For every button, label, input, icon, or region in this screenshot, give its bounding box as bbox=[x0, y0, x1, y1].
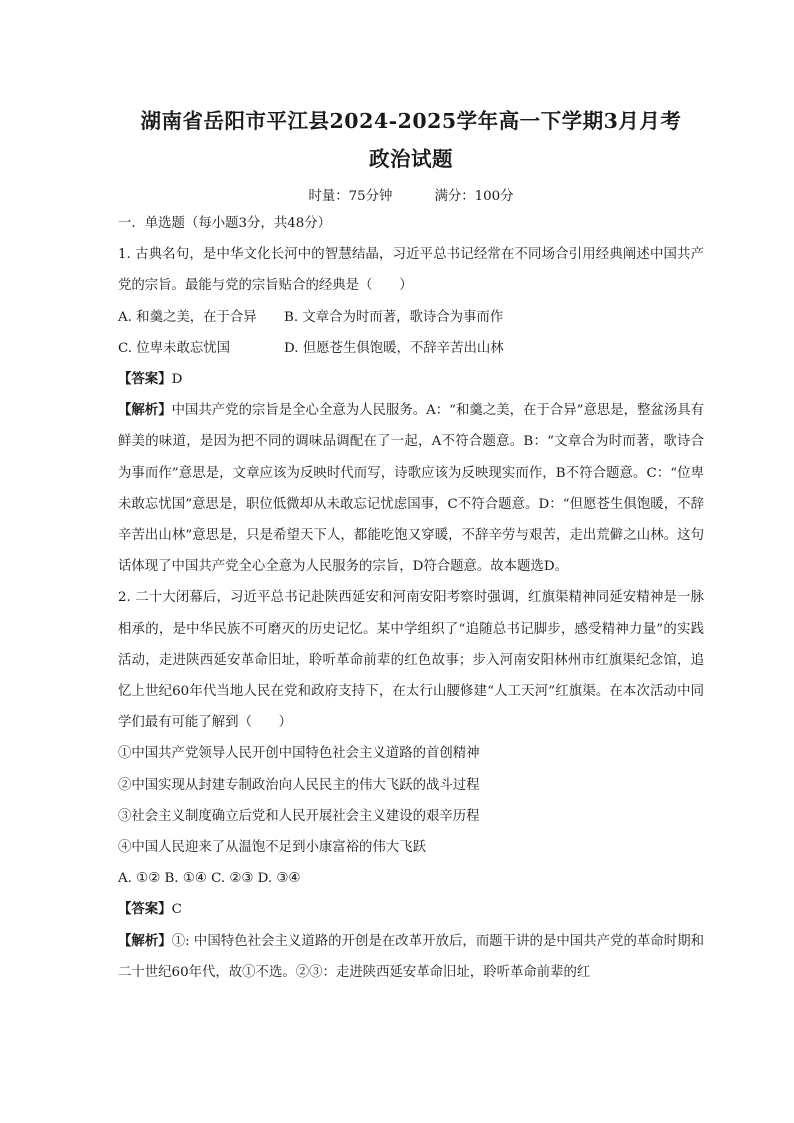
q2-answer bbox=[118, 894, 704, 925]
q1-analysis-text: 中国共产党的宗旨是全心全意为人民服务。A：“和羹之美，在于合异”意思是，整盆汤具有鲜美的味道，是因为把不同的调味品调配在了一起，A不符合题意。B：“文章合为时而著，歌诗合为事而作”意思是，文章应该为反映时代而写，诗歌应该为反映现实而作，B不符合题意。C：“位卑未敢忘忧国”意思是，职位低微却从未敢忘记忧虑国事，C不符合题意。D：“但愿苍生俱饱暖，不辞辛苦出山林”意思是，只是希望天下人，都能吃饱又穿暖，不辞辛劳与艰苦，走出荒僻之山林。这句话体现了中国共产党全心全意为人民服务的宗旨，D符合题意。故本题选D。 bbox=[118, 403, 705, 575]
q2-item-1: ①中国共产党领导人民开创中国特色社会主义道路的首创精神 bbox=[118, 746, 480, 762]
exam-title-line2: 政治试题 bbox=[369, 147, 453, 171]
q2-answer-value: C bbox=[171, 902, 182, 918]
q2-item-2: ②中国实现从封建专制政治向人民民主的伟大飞跃的战斗过程 bbox=[118, 777, 480, 793]
q1-options-row1 bbox=[118, 302, 704, 333]
q2-item-3: ③社会主义制度确立后党和人民开展社会主义建设的艰辛历程 bbox=[118, 808, 480, 824]
q1-option-b: B. 文章合为时而著，歌诗合为事而作 bbox=[284, 309, 504, 325]
q1-answer bbox=[118, 364, 704, 395]
q2-analysis-tag: 【解析】 bbox=[118, 932, 172, 949]
q1-option-a: A. 和羹之美，在于合异 bbox=[118, 309, 257, 325]
q1-analysis-tag: 【解析】 bbox=[118, 402, 172, 419]
exam-time: 时量：75分钟 bbox=[308, 189, 393, 204]
q1-answer-value: D bbox=[171, 372, 183, 388]
q2-answer-tag: 【答案】 bbox=[118, 901, 172, 918]
q2-stem: 2. 二十大闭幕后，习近平总书记赴陕西延安和河南安阳考察时强调，红旗渠精神同延安精神是一脉相承的，是中华民族不可磨灭的历史记忆。某中学组织了“追随总书记脚步，感受精神力量”的实践活动，走进陕西延安革命旧址，聆听革命前辈的红色故事；步入河南安阳林州市红旗渠纪念馆，追忆上世纪60年代当地人民在党和政府支持下，在太行山腰修建“人工天河”红旗渠。在本次活动中同学们最有可能了解到（ ） bbox=[118, 590, 704, 731]
exam-meta bbox=[118, 186, 704, 208]
section-heading: 一．单选题（每小题3分，共48分） bbox=[118, 216, 332, 231]
q1-options-row2 bbox=[118, 333, 704, 364]
q1-analysis bbox=[118, 395, 704, 582]
q1-option-d: D. 但愿苍生俱饱暖，不辞辛苦出山林 bbox=[284, 340, 504, 356]
q2-analysis bbox=[118, 926, 704, 988]
q1-answer-tag: 【答案】 bbox=[118, 371, 172, 388]
q1-stem: 1. 古典名句，是中华文化长河中的智慧结晶，习近平总书记经常在不同场合引用经典阐述中国共产党的宗旨。最能与党的宗旨贴合的经典是（ ） bbox=[118, 247, 704, 294]
q2-analysis-text: ①: 中国特色社会主义道路的开创是在改革开放后，而题干讲的是中国共产党的革命时期和二十世纪60年代，故①不选。②③：走进陕西延安革命旧址，聆听革命前辈的红 bbox=[118, 933, 705, 980]
exam-title-line1: 湖南省岳阳市平江县2024-2025学年高一下学期3月月考 bbox=[140, 109, 682, 133]
q1-option-c: C. 位卑未敢忘忧国 bbox=[118, 340, 231, 356]
exam-score: 满分：100分 bbox=[434, 189, 514, 204]
q2-item-4: ④中国人民迎来了从温饱不足到小康富裕的伟大飞跃 bbox=[118, 840, 426, 856]
q2-options: A. ①② B. ①④ C. ②③ D. ③④ bbox=[118, 871, 301, 887]
